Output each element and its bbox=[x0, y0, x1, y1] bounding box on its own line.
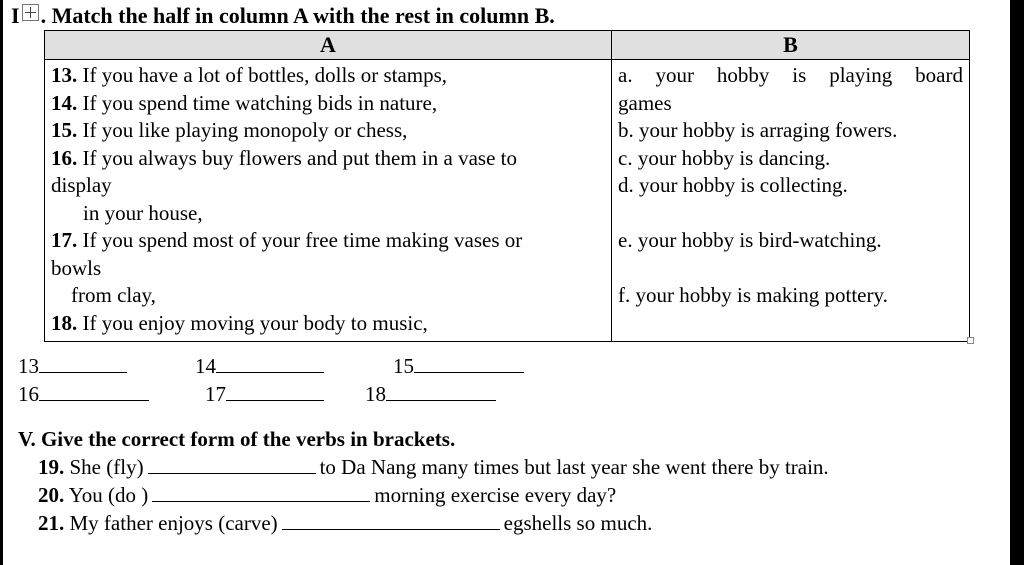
answer-14: 14 bbox=[195, 354, 324, 379]
answer-13-blank[interactable] bbox=[39, 354, 127, 373]
item-14: 14. If you spend time watching bids in nature, bbox=[51, 90, 438, 115]
column-a-cell bbox=[45, 60, 612, 342]
question-20: 20. You (do ) morning exercise every day? bbox=[38, 483, 617, 507]
question-21-blank[interactable] bbox=[282, 511, 500, 530]
section-5-heading: V. Give the correct form of the verbs in brackets. bbox=[18, 427, 456, 451]
table-resize-handle[interactable] bbox=[967, 337, 974, 344]
section-4-number: I bbox=[11, 3, 20, 28]
answer-18-blank[interactable] bbox=[386, 382, 496, 401]
option-b: b. your hobby is arraging fowers. bbox=[618, 118, 898, 142]
answer-17: 17 bbox=[205, 382, 324, 407]
option-d: d. your hobby is collecting. bbox=[618, 173, 848, 197]
answer-16-blank[interactable] bbox=[39, 382, 149, 401]
question-19: 19. She (fly) to Da Nang many times but last year she went there by train. bbox=[38, 455, 829, 479]
answer-17-blank[interactable] bbox=[226, 382, 324, 401]
item-16: 16. If you always buy flowers and put them in a vase to display in your house, bbox=[51, 145, 517, 225]
matching-table bbox=[44, 30, 970, 342]
section-4-title: . Match the half in column A with the rest in column B. bbox=[40, 3, 555, 28]
left-border-strip bbox=[0, 0, 3, 565]
item-17: 17. If you spend most of your free time making vases or bowls from clay, bbox=[51, 228, 523, 307]
question-19-blank[interactable] bbox=[148, 455, 316, 474]
answer-18: 18 bbox=[365, 382, 496, 407]
question-21: 21. My father enjoys (carve) egshells so much. bbox=[38, 511, 653, 535]
item-18: 18. If you enjoy moving your body to music, bbox=[51, 310, 428, 335]
move-handle-icon[interactable] bbox=[22, 4, 39, 21]
option-f: f. your hobby is making pottery. bbox=[618, 283, 888, 307]
question-20-blank[interactable] bbox=[152, 483, 370, 502]
column-a-header: A bbox=[45, 31, 612, 60]
column-b-header: B bbox=[612, 31, 970, 60]
section-4-heading bbox=[11, 3, 555, 29]
item-15: 15. If you like playing monopoly or chess, bbox=[51, 118, 408, 142]
option-c: c. your hobby is dancing. bbox=[618, 145, 831, 170]
answer-13: 13 bbox=[18, 354, 127, 379]
right-border-strip bbox=[1010, 0, 1024, 565]
column-b-cell bbox=[612, 60, 970, 342]
answer-16: 16 bbox=[18, 382, 149, 407]
answer-14-blank[interactable] bbox=[216, 354, 324, 373]
answer-15: 15 bbox=[393, 354, 524, 379]
option-a: a. your hobby is playing board games bbox=[618, 63, 963, 115]
option-e: e. your hobby is bird-watching. bbox=[618, 228, 882, 252]
answer-15-blank[interactable] bbox=[414, 354, 524, 373]
item-13: 13. If you have a lot of bottles, dolls or stamps, bbox=[51, 63, 448, 87]
